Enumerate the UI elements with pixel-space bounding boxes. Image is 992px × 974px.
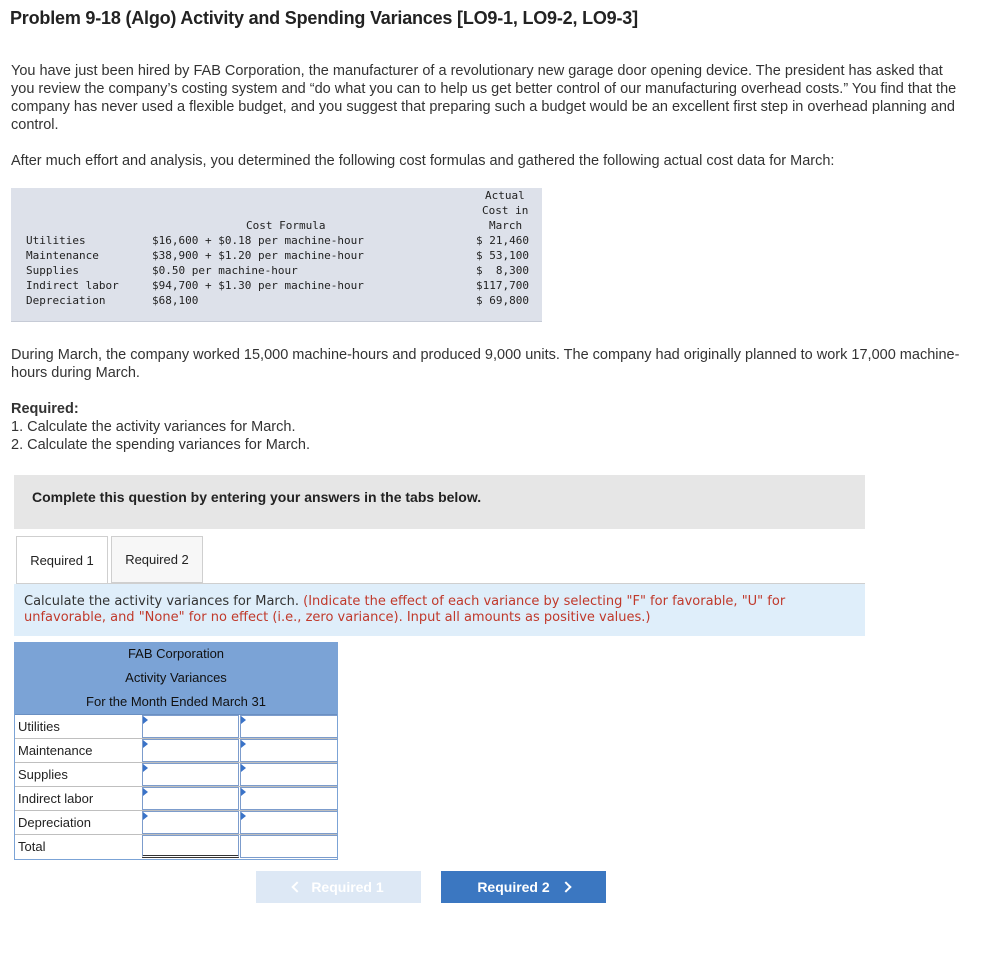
- row-label: Maintenance: [18, 743, 93, 758]
- table-row: [14, 715, 338, 739]
- actual-header-line1: Actual: [485, 189, 525, 202]
- previous-button[interactable]: [256, 871, 421, 903]
- effect-select[interactable]: [240, 715, 338, 738]
- dropdown-marker-icon: [143, 788, 148, 796]
- effect-select[interactable]: [240, 739, 338, 762]
- dropdown-marker-icon: [143, 716, 148, 724]
- cost-row-actual: $ 69,800: [476, 294, 529, 307]
- cost-row-name: Depreciation: [26, 294, 106, 307]
- dropdown-marker-icon: [143, 812, 148, 820]
- table-row: [14, 763, 338, 787]
- cost-data-intro: After much effort and analysis, you determined the following cost formulas and gathered the following actual cost data for March:: [11, 153, 835, 169]
- total-effect-select[interactable]: [240, 835, 338, 858]
- amount-input[interactable]: [142, 763, 239, 786]
- effect-select[interactable]: [240, 787, 338, 810]
- instructions-text: Complete this question by entering your answers in the tabs below.: [32, 489, 482, 505]
- row-label: Utilities: [18, 719, 60, 734]
- table-period: For the Month Ended March 31: [14, 690, 338, 715]
- total-amount-input[interactable]: [142, 835, 239, 858]
- table-company-name: FAB Corporation: [14, 642, 338, 667]
- cost-row-formula: $94,700 + $1.30 per machine-hour: [152, 279, 364, 292]
- effect-select[interactable]: [240, 763, 338, 786]
- chevron-right-icon: [560, 881, 571, 892]
- amount-input[interactable]: [142, 739, 239, 762]
- cost-row-formula: $0.50 per machine-hour: [152, 264, 298, 277]
- next-button[interactable]: [441, 871, 606, 903]
- chevron-left-icon: [292, 881, 303, 892]
- tab-required-2[interactable]: Required 2: [111, 536, 203, 583]
- table-row: [14, 787, 338, 811]
- prompt-note: (Indicate the effect of each variance by selecting "F" for favorable, "U" for unfavorable, and "None" for no effect (i.e., zero variance). Input all amounts as positive values.): [24, 594, 786, 625]
- amount-input[interactable]: [142, 787, 239, 810]
- table-row: [14, 739, 338, 763]
- cost-row-formula: $68,100: [152, 294, 199, 307]
- cost-row-actual: $ 8,300: [476, 264, 529, 277]
- row-label: Total: [18, 839, 46, 854]
- cost-row-formula: $38,900 + $1.20 per machine-hour: [152, 249, 364, 262]
- cost-row-actual: $117,700: [476, 279, 529, 292]
- march-activity-paragraph: During March, the company worked 15,000 machine-hours and produced 9,000 units. The company had originally planned to work 17,000 machine-hours during March.: [11, 347, 960, 381]
- dropdown-marker-icon: [241, 788, 246, 796]
- row-label: Depreciation: [18, 815, 91, 830]
- actual-header-line2: Cost in: [482, 204, 529, 217]
- prompt-main: Calculate the activity variances for March.: [24, 594, 300, 609]
- row-label: Supplies: [18, 767, 68, 782]
- actual-header-line3: March: [489, 219, 523, 232]
- next-button-label: Required 2: [477, 879, 550, 895]
- amount-input[interactable]: [142, 811, 239, 834]
- previous-button-label: Required 1: [311, 879, 384, 895]
- dropdown-marker-icon: [241, 740, 246, 748]
- table-row: [14, 811, 338, 835]
- instructions-banner: [14, 475, 865, 529]
- required-item-1: 1. Calculate the activity variances for March.: [11, 419, 296, 435]
- question-prompt: [14, 584, 865, 636]
- cost-row-actual: $ 21,460: [476, 234, 529, 247]
- dropdown-marker-icon: [241, 812, 246, 820]
- intro-paragraph: You have just been hired by FAB Corporation, the manufacturer of a revolutionary new garage door opening device. The president has asked that you review the company’s costing system and “do what you can to help us get better control of our manufacturing overhead costs.” You find that the company has never used a flexible budget, and you suggest that preparing such a budget would be an excellent first step in overhead planning and control.: [11, 63, 957, 133]
- amount-input[interactable]: [142, 715, 239, 738]
- row-label: Indirect labor: [18, 791, 94, 806]
- cost-row-formula: $16,600 + $0.18 per machine-hour: [152, 234, 364, 247]
- cost-formula-header: Cost Formula: [246, 219, 326, 232]
- cost-row-name: Maintenance: [26, 249, 99, 262]
- cost-row-name: Indirect labor: [26, 279, 119, 292]
- page-title: Problem 9-18 (Algo) Activity and Spending Variances [LO9-1, LO9-2, LO9-3]: [10, 8, 638, 28]
- table-subtitle: Activity Variances: [14, 666, 338, 691]
- table-row-total: [14, 835, 338, 860]
- tab-required-1[interactable]: Required 1: [16, 536, 108, 584]
- dropdown-marker-icon: [241, 716, 246, 724]
- effect-select[interactable]: [240, 811, 338, 834]
- dropdown-marker-icon: [143, 764, 148, 772]
- cost-row-name: Utilities: [26, 234, 86, 247]
- dropdown-marker-icon: [241, 764, 246, 772]
- dropdown-marker-icon: [143, 740, 148, 748]
- required-item-2: 2. Calculate the spending variances for March.: [11, 437, 311, 453]
- cost-row-name: Supplies: [26, 264, 79, 277]
- cost-row-actual: $ 53,100: [476, 249, 529, 262]
- required-heading: Required:: [11, 401, 79, 417]
- cost-formula-table: [11, 188, 542, 321]
